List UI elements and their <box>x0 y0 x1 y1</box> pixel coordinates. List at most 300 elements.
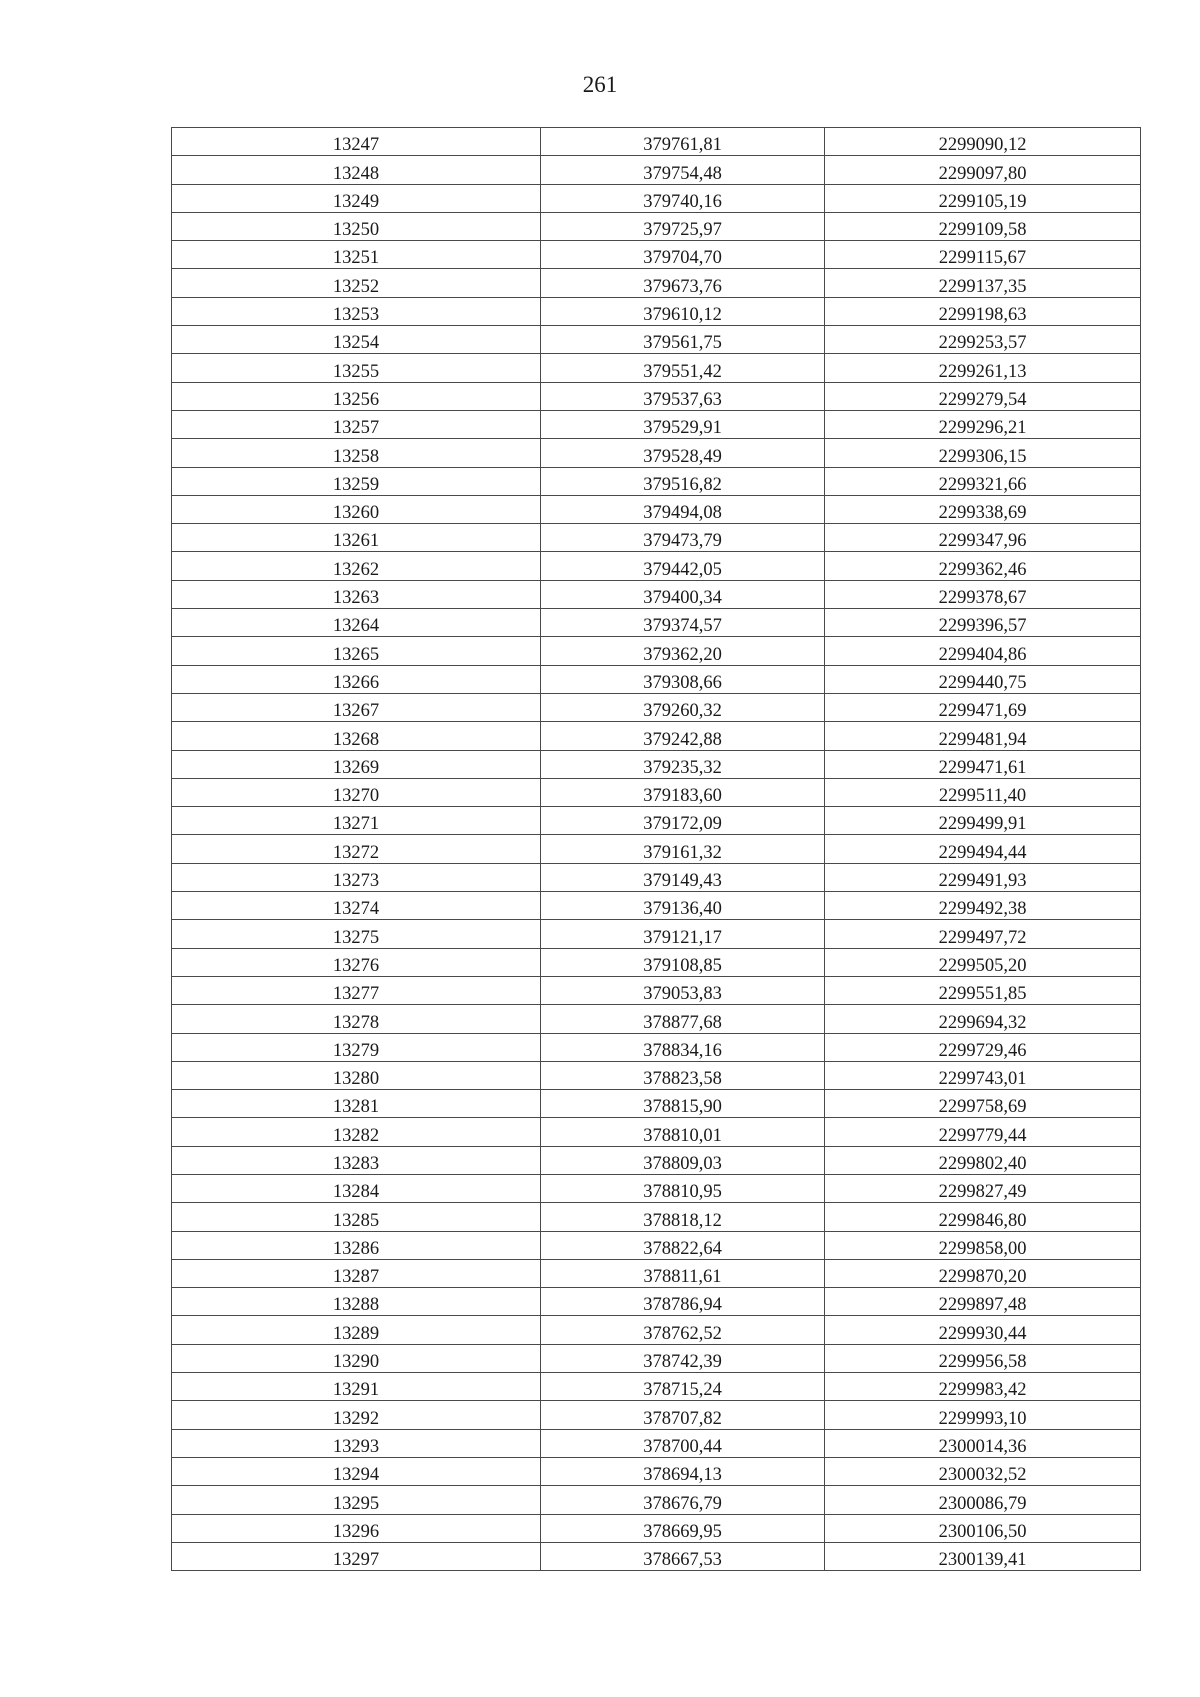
cell-value: 379374,57 <box>643 616 722 637</box>
x-coordinate-cell <box>541 1457 825 1485</box>
cell-value: 13265 <box>332 644 380 665</box>
y-coordinate-cell <box>825 1288 1141 1316</box>
point-number-cell <box>172 1259 541 1287</box>
x-coordinate-cell <box>541 920 825 948</box>
x-coordinate-cell <box>541 439 825 467</box>
cell-value: 379551,42 <box>643 361 722 382</box>
cell-value: 13290 <box>332 1352 380 1373</box>
cell-value: 13291 <box>332 1380 380 1401</box>
table-row <box>172 665 1141 693</box>
cell-value: 13267 <box>332 701 380 722</box>
cell-value: 379235,32 <box>643 757 722 778</box>
cell-value: 379161,32 <box>643 842 722 863</box>
cell-value: 13268 <box>332 729 380 750</box>
table-row <box>172 1486 1141 1514</box>
y-coordinate-cell <box>825 1542 1141 1570</box>
y-coordinate-cell <box>825 467 1141 495</box>
y-coordinate-cell <box>825 1344 1141 1372</box>
x-coordinate-cell <box>541 241 825 269</box>
cell-value: 378694,13 <box>643 1465 722 1486</box>
cell-value: 379362,20 <box>643 644 722 665</box>
point-number-cell <box>172 495 541 523</box>
point-number-cell <box>172 439 541 467</box>
point-number-cell <box>172 948 541 976</box>
y-coordinate-cell <box>825 297 1141 325</box>
x-coordinate-cell <box>541 948 825 976</box>
y-coordinate-cell <box>825 892 1141 920</box>
cell-value: 2299396,57 <box>938 616 1027 637</box>
cell-value: 2300032,52 <box>938 1465 1027 1486</box>
cell-value: 379149,43 <box>643 871 722 892</box>
point-number-cell <box>172 467 541 495</box>
x-coordinate-cell <box>541 750 825 778</box>
x-coordinate-cell <box>541 778 825 806</box>
cell-value: 378822,64 <box>643 1238 722 1259</box>
point-number-cell <box>172 241 541 269</box>
cell-value: 13257 <box>332 418 380 439</box>
x-coordinate-cell <box>541 1231 825 1259</box>
cell-value: 13270 <box>332 786 380 807</box>
point-number-cell <box>172 1514 541 1542</box>
cell-value: 2299261,13 <box>938 361 1027 382</box>
x-coordinate-cell <box>541 693 825 721</box>
x-coordinate-cell <box>541 892 825 920</box>
cell-value: 13282 <box>332 1125 380 1146</box>
table-row <box>172 1259 1141 1287</box>
y-coordinate-cell <box>825 1174 1141 1202</box>
x-coordinate-cell <box>541 297 825 325</box>
cell-value: 379537,63 <box>643 389 722 410</box>
y-coordinate-cell <box>825 1486 1141 1514</box>
cell-value: 379260,32 <box>643 701 722 722</box>
cell-value: 13252 <box>332 276 380 297</box>
cell-value: 13293 <box>332 1436 380 1457</box>
cell-value: 13260 <box>332 503 380 524</box>
table-row <box>172 1090 1141 1118</box>
cell-value: 2299253,57 <box>938 333 1027 354</box>
cell-value: 13263 <box>332 588 380 609</box>
cell-value: 379308,66 <box>643 672 722 693</box>
point-number-cell <box>172 128 541 156</box>
cell-value: 2299870,20 <box>938 1267 1027 1288</box>
point-number-cell <box>172 1146 541 1174</box>
cell-value: 379136,40 <box>643 899 722 920</box>
table-row <box>172 1429 1141 1457</box>
y-coordinate-cell <box>825 524 1141 552</box>
y-coordinate-cell <box>825 637 1141 665</box>
cell-value: 2299494,44 <box>938 842 1027 863</box>
cell-value: 2299347,96 <box>938 531 1027 552</box>
cell-value: 378707,82 <box>643 1408 722 1429</box>
y-coordinate-cell <box>825 439 1141 467</box>
table-row <box>172 1118 1141 1146</box>
cell-value: 2299499,91 <box>938 814 1027 835</box>
cell-value: 2299306,15 <box>938 446 1027 467</box>
cell-value: 2299404,86 <box>938 644 1027 665</box>
table-row <box>172 439 1141 467</box>
x-coordinate-cell <box>541 1174 825 1202</box>
table-row <box>172 156 1141 184</box>
cell-value: 2300086,79 <box>938 1493 1027 1514</box>
cell-value: 379761,81 <box>643 135 722 156</box>
cell-value: 2299481,94 <box>938 729 1027 750</box>
y-coordinate-cell <box>825 580 1141 608</box>
cell-value: 2300106,50 <box>938 1521 1027 1542</box>
point-number-cell <box>172 156 541 184</box>
y-coordinate-cell <box>825 778 1141 806</box>
y-coordinate-cell <box>825 1316 1141 1344</box>
x-coordinate-cell <box>541 1146 825 1174</box>
cell-value: 2299846,80 <box>938 1210 1027 1231</box>
table-row <box>172 1344 1141 1372</box>
x-coordinate-cell <box>541 269 825 297</box>
cell-value: 378742,39 <box>643 1352 722 1373</box>
cell-value: 2299279,54 <box>938 389 1027 410</box>
cell-value: 13256 <box>332 389 380 410</box>
cell-value: 2299090,12 <box>938 135 1027 156</box>
cell-value: 2299729,46 <box>938 1040 1027 1061</box>
cell-value: 13292 <box>332 1408 380 1429</box>
cell-value: 2299198,63 <box>938 305 1027 326</box>
table-row <box>172 1174 1141 1202</box>
table-row <box>172 1146 1141 1174</box>
table-row <box>172 863 1141 891</box>
x-coordinate-cell <box>541 976 825 1004</box>
cell-value: 2299802,40 <box>938 1153 1027 1174</box>
cell-value: 379528,49 <box>643 446 722 467</box>
point-number-cell <box>172 1061 541 1089</box>
cell-value: 379473,79 <box>643 531 722 552</box>
cell-value: 2299993,10 <box>938 1408 1027 1429</box>
cell-value: 379673,76 <box>643 276 722 297</box>
table-row <box>172 835 1141 863</box>
y-coordinate-cell <box>825 1146 1141 1174</box>
cell-value: 13275 <box>332 927 380 948</box>
cell-value: 379725,97 <box>643 220 722 241</box>
cell-value: 2299497,72 <box>938 927 1027 948</box>
cell-value: 2299296,21 <box>938 418 1027 439</box>
point-number-cell <box>172 1090 541 1118</box>
cell-value: 379704,70 <box>643 248 722 269</box>
cell-value: 378762,52 <box>643 1323 722 1344</box>
cell-value: 13280 <box>332 1069 380 1090</box>
point-number-cell <box>172 524 541 552</box>
cell-value: 379108,85 <box>643 955 722 976</box>
table-row <box>172 778 1141 806</box>
cell-value: 378823,58 <box>643 1069 722 1090</box>
cell-value: 379172,09 <box>643 814 722 835</box>
y-coordinate-cell <box>825 1061 1141 1089</box>
cell-value: 2299338,69 <box>938 503 1027 524</box>
cell-value: 13297 <box>332 1550 380 1571</box>
x-coordinate-cell <box>541 354 825 382</box>
cell-value: 13250 <box>332 220 380 241</box>
table-row <box>172 722 1141 750</box>
table-row <box>172 1203 1141 1231</box>
cell-value: 2299511,40 <box>938 786 1027 807</box>
x-coordinate-cell <box>541 552 825 580</box>
cell-value: 379242,88 <box>643 729 722 750</box>
cell-value: 13279 <box>332 1040 380 1061</box>
cell-value: 13295 <box>332 1493 380 1514</box>
table-row <box>172 382 1141 410</box>
point-number-cell <box>172 1373 541 1401</box>
y-coordinate-cell <box>825 1033 1141 1061</box>
cell-value: 2299983,42 <box>938 1380 1027 1401</box>
cell-value: 2299827,49 <box>938 1182 1027 1203</box>
x-coordinate-cell <box>541 1429 825 1457</box>
cell-value: 2299137,35 <box>938 276 1027 297</box>
table-row <box>172 1316 1141 1344</box>
cell-value: 378877,68 <box>643 1012 722 1033</box>
cell-value: 13273 <box>332 871 380 892</box>
y-coordinate-cell <box>825 976 1141 1004</box>
x-coordinate-cell <box>541 184 825 212</box>
x-coordinate-cell <box>541 722 825 750</box>
cell-value: 13269 <box>332 757 380 778</box>
y-coordinate-cell <box>825 552 1141 580</box>
point-number-cell <box>172 892 541 920</box>
cell-value: 378667,53 <box>643 1550 722 1571</box>
y-coordinate-cell <box>825 948 1141 976</box>
cell-value: 13259 <box>332 474 380 495</box>
cell-value: 2299551,85 <box>938 984 1027 1005</box>
cell-value: 2299115,67 <box>938 248 1027 269</box>
table-row <box>172 1005 1141 1033</box>
cell-value: 379610,12 <box>643 305 722 326</box>
cell-value: 378815,90 <box>643 1097 722 1118</box>
cell-value: 13258 <box>332 446 380 467</box>
table-row <box>172 241 1141 269</box>
cell-value: 2299105,19 <box>938 191 1027 212</box>
x-coordinate-cell <box>541 524 825 552</box>
cell-value: 13284 <box>332 1182 380 1203</box>
cell-value: 13253 <box>332 305 380 326</box>
cell-value: 378818,12 <box>643 1210 722 1231</box>
cell-value: 13276 <box>332 955 380 976</box>
cell-value: 13254 <box>332 333 380 354</box>
y-coordinate-cell <box>825 326 1141 354</box>
coordinates-table-body <box>172 128 1141 1571</box>
table-row <box>172 269 1141 297</box>
table-row <box>172 693 1141 721</box>
cell-value: 2299378,67 <box>938 588 1027 609</box>
cell-value: 13277 <box>332 984 380 1005</box>
table-row <box>172 1288 1141 1316</box>
table-row <box>172 297 1141 325</box>
y-coordinate-cell <box>825 863 1141 891</box>
y-coordinate-cell <box>825 382 1141 410</box>
cell-value: 379561,75 <box>643 333 722 354</box>
cell-value: 2299491,93 <box>938 871 1027 892</box>
cell-value: 13283 <box>332 1153 380 1174</box>
y-coordinate-cell <box>825 1373 1141 1401</box>
table-row <box>172 609 1141 637</box>
cell-value: 378715,24 <box>643 1380 722 1401</box>
cell-value: 2300014,36 <box>938 1436 1027 1457</box>
cell-value: 13247 <box>332 135 380 156</box>
y-coordinate-cell <box>825 1203 1141 1231</box>
table-row <box>172 920 1141 948</box>
point-number-cell <box>172 778 541 806</box>
table-row <box>172 524 1141 552</box>
table-row <box>172 184 1141 212</box>
x-coordinate-cell <box>541 1486 825 1514</box>
point-number-cell <box>172 609 541 637</box>
cell-value: 2299505,20 <box>938 955 1027 976</box>
cell-value: 13286 <box>332 1238 380 1259</box>
cell-value: 13272 <box>332 842 380 863</box>
cell-value: 13285 <box>332 1210 380 1231</box>
cell-value: 2299694,32 <box>938 1012 1027 1033</box>
cell-value: 378786,94 <box>643 1295 722 1316</box>
point-number-cell <box>172 1542 541 1570</box>
point-number-cell <box>172 807 541 835</box>
x-coordinate-cell <box>541 1514 825 1542</box>
cell-value: 13287 <box>332 1267 380 1288</box>
point-number-cell <box>172 920 541 948</box>
cell-value: 13289 <box>332 1323 380 1344</box>
x-coordinate-cell <box>541 1118 825 1146</box>
cell-value: 13249 <box>332 191 380 212</box>
point-number-cell <box>172 722 541 750</box>
point-number-cell <box>172 1174 541 1202</box>
y-coordinate-cell <box>825 354 1141 382</box>
cell-value: 378809,03 <box>643 1153 722 1174</box>
table-row <box>172 1514 1141 1542</box>
table-row <box>172 128 1141 156</box>
point-number-cell <box>172 1486 541 1514</box>
x-coordinate-cell <box>541 1090 825 1118</box>
x-coordinate-cell <box>541 467 825 495</box>
x-coordinate-cell <box>541 1033 825 1061</box>
point-number-cell <box>172 297 541 325</box>
x-coordinate-cell <box>541 1259 825 1287</box>
y-coordinate-cell <box>825 212 1141 240</box>
cell-value: 379053,83 <box>643 984 722 1005</box>
y-coordinate-cell <box>825 1514 1141 1542</box>
table-row <box>172 1061 1141 1089</box>
table-row <box>172 354 1141 382</box>
point-number-cell <box>172 326 541 354</box>
cell-value: 378676,79 <box>643 1493 722 1514</box>
x-coordinate-cell <box>541 1401 825 1429</box>
point-number-cell <box>172 1457 541 1485</box>
cell-value: 13296 <box>332 1521 380 1542</box>
cell-value: 379494,08 <box>643 503 722 524</box>
cell-value: 13294 <box>332 1465 380 1486</box>
cell-value: 2299321,66 <box>938 474 1027 495</box>
point-number-cell <box>172 1118 541 1146</box>
table-row <box>172 495 1141 523</box>
point-number-cell <box>172 1429 541 1457</box>
y-coordinate-cell <box>825 665 1141 693</box>
cell-value: 379529,91 <box>643 418 722 439</box>
x-coordinate-cell <box>541 1373 825 1401</box>
cell-value: 2299492,38 <box>938 899 1027 920</box>
cell-value: 2299743,01 <box>938 1069 1027 1090</box>
cell-value: 2299858,00 <box>938 1238 1027 1259</box>
y-coordinate-cell <box>825 609 1141 637</box>
cell-value: 13264 <box>332 616 380 637</box>
x-coordinate-cell <box>541 637 825 665</box>
cell-value: 379442,05 <box>643 559 722 580</box>
table-row <box>172 552 1141 580</box>
cell-value: 378810,01 <box>643 1125 722 1146</box>
point-number-cell <box>172 382 541 410</box>
y-coordinate-cell <box>825 269 1141 297</box>
x-coordinate-cell <box>541 128 825 156</box>
coordinates-table <box>171 127 1141 1571</box>
y-coordinate-cell <box>825 128 1141 156</box>
x-coordinate-cell <box>541 665 825 693</box>
point-number-cell <box>172 750 541 778</box>
cell-value: 13271 <box>332 814 380 835</box>
y-coordinate-cell <box>825 241 1141 269</box>
cell-value: 2299097,80 <box>938 163 1027 184</box>
cell-value: 13261 <box>332 531 380 552</box>
cell-value: 379121,17 <box>643 927 722 948</box>
x-coordinate-cell <box>541 1061 825 1089</box>
point-number-cell <box>172 1316 541 1344</box>
cell-value: 2299956,58 <box>938 1352 1027 1373</box>
y-coordinate-cell <box>825 835 1141 863</box>
cell-value: 2299109,58 <box>938 220 1027 241</box>
cell-value: 2299897,48 <box>938 1295 1027 1316</box>
x-coordinate-cell <box>541 835 825 863</box>
cell-value: 13262 <box>332 559 380 580</box>
table-row <box>172 410 1141 438</box>
table-row <box>172 1231 1141 1259</box>
y-coordinate-cell <box>825 184 1141 212</box>
point-number-cell <box>172 637 541 665</box>
point-number-cell <box>172 665 541 693</box>
x-coordinate-cell <box>541 1344 825 1372</box>
x-coordinate-cell <box>541 807 825 835</box>
y-coordinate-cell <box>825 1231 1141 1259</box>
cell-value: 2300139,41 <box>938 1550 1027 1571</box>
cell-value: 13266 <box>332 672 380 693</box>
point-number-cell <box>172 693 541 721</box>
table-row <box>172 1033 1141 1061</box>
y-coordinate-cell <box>825 156 1141 184</box>
cell-value: 2299362,46 <box>938 559 1027 580</box>
y-coordinate-cell <box>825 920 1141 948</box>
x-coordinate-cell <box>541 326 825 354</box>
cell-value: 13255 <box>332 361 380 382</box>
y-coordinate-cell <box>825 1401 1141 1429</box>
table-row <box>172 892 1141 920</box>
y-coordinate-cell <box>825 1090 1141 1118</box>
cell-value: 13278 <box>332 1012 380 1033</box>
point-number-cell <box>172 410 541 438</box>
cell-value: 378810,95 <box>643 1182 722 1203</box>
cell-value: 2299440,75 <box>938 672 1027 693</box>
table-row <box>172 1373 1141 1401</box>
table-row <box>172 948 1141 976</box>
cell-value: 2299471,61 <box>938 757 1027 778</box>
x-coordinate-cell <box>541 609 825 637</box>
x-coordinate-cell <box>541 410 825 438</box>
cell-value: 378700,44 <box>643 1436 722 1457</box>
cell-value: 2299930,44 <box>938 1323 1027 1344</box>
table-row <box>172 637 1141 665</box>
x-coordinate-cell <box>541 212 825 240</box>
point-number-cell <box>172 835 541 863</box>
cell-value: 13281 <box>332 1097 380 1118</box>
point-number-cell <box>172 580 541 608</box>
cell-value: 2299758,69 <box>938 1097 1027 1118</box>
